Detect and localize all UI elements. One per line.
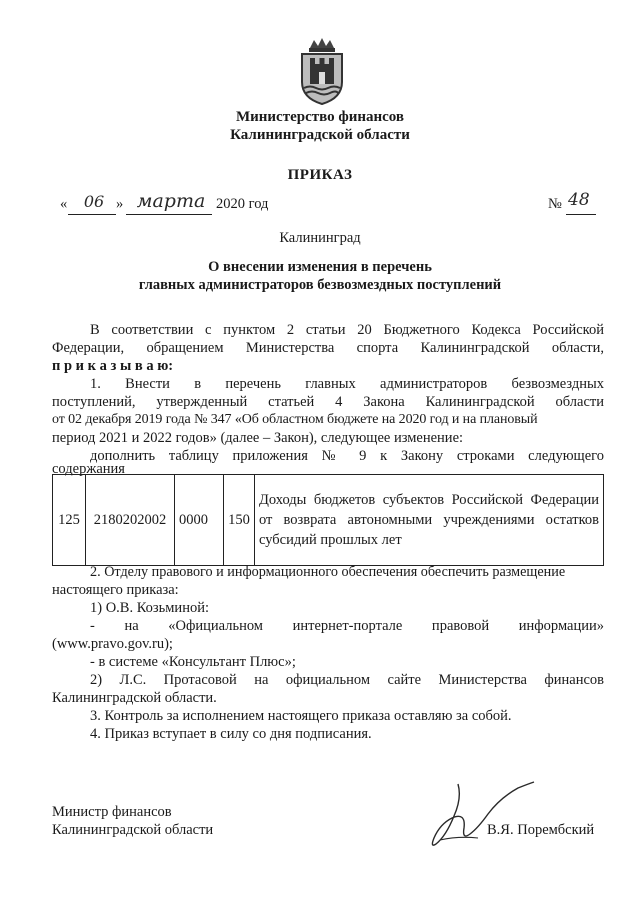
desc-line1: Доходы бюджетов субъектов Российской Федерации [259, 492, 599, 508]
date-close-quote: » [116, 196, 124, 212]
body-p1-line1: В соответствии с пунктом 2 статьи 20 Бюджетного Кодекса Российской [90, 322, 604, 338]
ministry-name-line1: Министерство финансов [235, 109, 405, 125]
budget-table [52, 474, 604, 566]
number-sign: № [548, 196, 562, 212]
cell-admin-code: 125 [53, 475, 86, 566]
body-p5: 1) О.В. Козьминой: [90, 600, 209, 616]
body-p6-line1: - на «Официальном интернет-портале правовой информации» [90, 618, 604, 634]
date-day: 06 [83, 192, 105, 211]
order-number [548, 190, 608, 216]
ministry-name-line2: Калининградской области [230, 127, 410, 143]
title-line2: главных администраторов безвозмездных поступлений [138, 277, 502, 293]
body-p8-line1: 2) Л.С. Протасовой на официальном сайте Министерства финансов [90, 672, 604, 688]
body-p4-line1: 2. Отделу правового и информационного обеспечения обеспечить размещение [90, 564, 566, 580]
signatory-position-line2: Калининградской области [52, 822, 214, 838]
date-year: 2020 год [216, 196, 269, 212]
title-line1: О внесении изменения в перечень [208, 259, 432, 275]
body-p4-line2: настоящего приказа: [52, 582, 179, 598]
table-row [53, 475, 604, 566]
body-p8-line2: Калининградской области. [52, 690, 217, 706]
signatory-name: В.Я. Порембский [487, 822, 595, 838]
body-p2-line1: 1. Внести в перечень главных администраторов безвозмездных [90, 376, 604, 392]
cell-subcode: 0000 [175, 475, 224, 566]
date-month: марта [136, 190, 206, 212]
handwritten-signature [418, 778, 538, 850]
desc-line3: субсидий прошлых лет [259, 532, 402, 548]
body-p1-line3: п р и к а з ы в а ю: [52, 358, 174, 374]
body-p2-line3: от 02 декабря 2019 года № 347 «Об областном бюджете на 2020 год и на плановый [52, 412, 538, 427]
date-open-quote: « [60, 196, 68, 212]
desc-line2: от возврата автономными учреждениями остатков [259, 512, 599, 528]
body-p3-line2: содержания [52, 461, 125, 477]
body-p2-line4: период 2021 и 2022 годов» (далее – Закон), следующее изменение: [52, 430, 464, 446]
cell-income-code: 2180202002 [86, 475, 175, 566]
body-p6-line2: (www.pravo.gov.ru); [52, 636, 173, 652]
cell-classification: 150 [224, 475, 255, 566]
city: Калининград [279, 230, 361, 246]
body-p2-line2: поступлений, утвержденный статьей 4 Закона Калининградской области [52, 394, 604, 410]
cell-description [255, 475, 604, 566]
signatory-position-line1: Министр финансов [52, 804, 172, 820]
body-p10: 4. Приказ вступает в силу со дня подписания. [90, 726, 372, 742]
body-p9: 3. Контроль за исполнением настоящего приказа оставляю за собой. [90, 708, 512, 724]
body-p1-line2: Федерации, обращением Министерства спорта Калининградской области, [52, 340, 604, 356]
body-p3-line1: дополнить таблицу приложения № 9 к Закону строками следующего [90, 448, 604, 464]
number-value: 48 [568, 190, 590, 210]
coat-of-arms-emblem [296, 38, 348, 106]
document-type: ПРИКАЗ [287, 167, 353, 183]
body-p7: - в системе «Консультант Плюс»; [90, 654, 296, 670]
